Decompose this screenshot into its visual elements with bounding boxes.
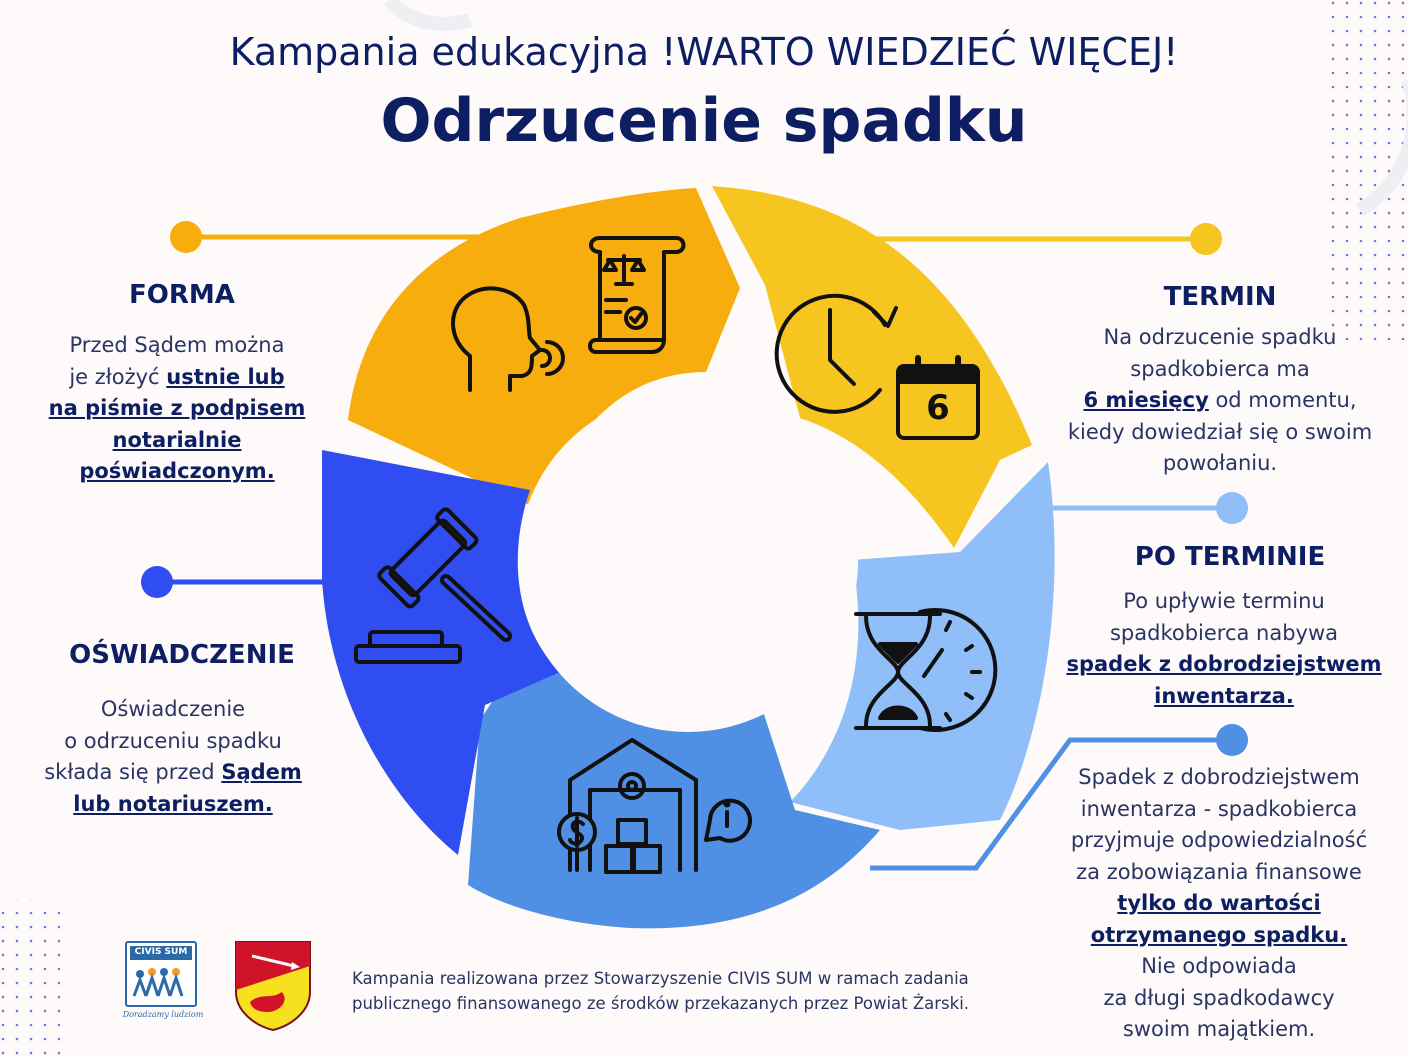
termin-line-5: powołaniu. [1162,451,1278,475]
termin-title: TERMIN [1163,282,1277,312]
forma-line-2-text: je złożyć [69,364,167,389]
dobrodziejstwo-body [1032,762,1406,1046]
dobro-line-5: Nie odpowiada [1141,954,1297,978]
po-terminie-bold-2: inwentarza. [1154,683,1294,708]
termin-bold: 6 miesięcy [1083,388,1209,412]
oswiadczenie-title: OŚWIADCZENIE [69,640,295,670]
footer-line-2: publicznego finansowanego ze środków przekazanych przez Powiat Żarski. [352,994,970,1013]
civis-logo-text: CIVIS SUM [134,947,188,957]
forma-bold-2: na piśmie z podpisem [48,396,306,420]
forma-body [22,330,332,488]
termin-line-4: kiedy dowiedział się o swoim [1067,419,1373,444]
po-terminie-bold-1: spadek z dobrodziejstwem [1066,652,1382,676]
termin-body [1040,322,1400,480]
calendar-number: 6 [926,388,950,428]
forma-bold-1: ustnie lub [166,364,285,389]
footer-note [352,966,1032,1016]
decor-arc-top [390,0,470,24]
oswiadczenie-bold-1: Sądem [221,760,302,784]
forma-title: FORMA [129,280,235,310]
oswiadczenie-line-1: Oświadczenie [100,697,246,721]
civis-logo-tagline: Doradzamy ludziom [122,1010,204,1019]
dobro-bold-1: tylko do wartości [1117,891,1321,915]
termin-line-2: spadkobierca ma [1130,356,1310,381]
connector-termin [850,223,1222,255]
po-terminie-line-1: Po upływie terminu [1123,589,1325,613]
dobro-bold-2: otrzymanego spadku. [1090,922,1348,947]
footer-line-1: Kampania realizowana przez Stowarzyszenie CIVIS SUM w ramach zadania [352,969,969,988]
oswiadczenie-body [18,694,328,820]
oswiadczenie-line-3: składa się przed [44,760,222,784]
connector-oswiadczenie [141,566,330,598]
connector-forma [170,221,500,253]
cycle-ring [322,186,1055,928]
dobro-line-1: Spadek z dobrodziejstwem [1078,765,1360,789]
dobro-line-4: za zobowiązania finansowe [1076,859,1362,884]
dobro-line-6: za długi spadkodawcy [1103,985,1335,1010]
termin-line-3: od momentu, [1208,388,1357,412]
forma-bold-3: notarialnie [112,427,242,452]
forma-line-2 [22,362,332,394]
powiat-zarski-coat-of-arms [236,942,310,1030]
oswiadczenie-bold-2: lub notariuszem. [73,791,273,816]
po-terminie-line-2: spadkobierca nabywa [1109,620,1339,645]
campaign-subtitle: Kampania edukacyjna !WARTO WIEDZIEĆ WIĘCEJ! [229,30,1179,74]
po-terminie-title: PO TERMINIE [1134,542,1326,572]
forma-bold-4: poświadczonym. [79,459,275,483]
oswiadczenie-line-2: o odrzuceniu spadku [64,728,282,753]
dobro-line-2: inwentarza - spadkobierca [1080,796,1358,821]
termin-line-1: Na odrzucenie spadku [1103,325,1337,349]
dot-grid-bottom-left [0,900,60,1056]
po-terminie-body [1046,586,1402,712]
connector-po-terminie [1040,492,1248,524]
dobro-line-3: przyjmuje odpowiedzialność [1070,828,1368,852]
dobro-line-7: swoim majątkiem. [1122,1017,1316,1041]
ring-center [518,392,858,732]
forma-line-1: Przed Sądem można [69,333,285,357]
page-title: Odrzucenie spadku [380,86,1028,156]
